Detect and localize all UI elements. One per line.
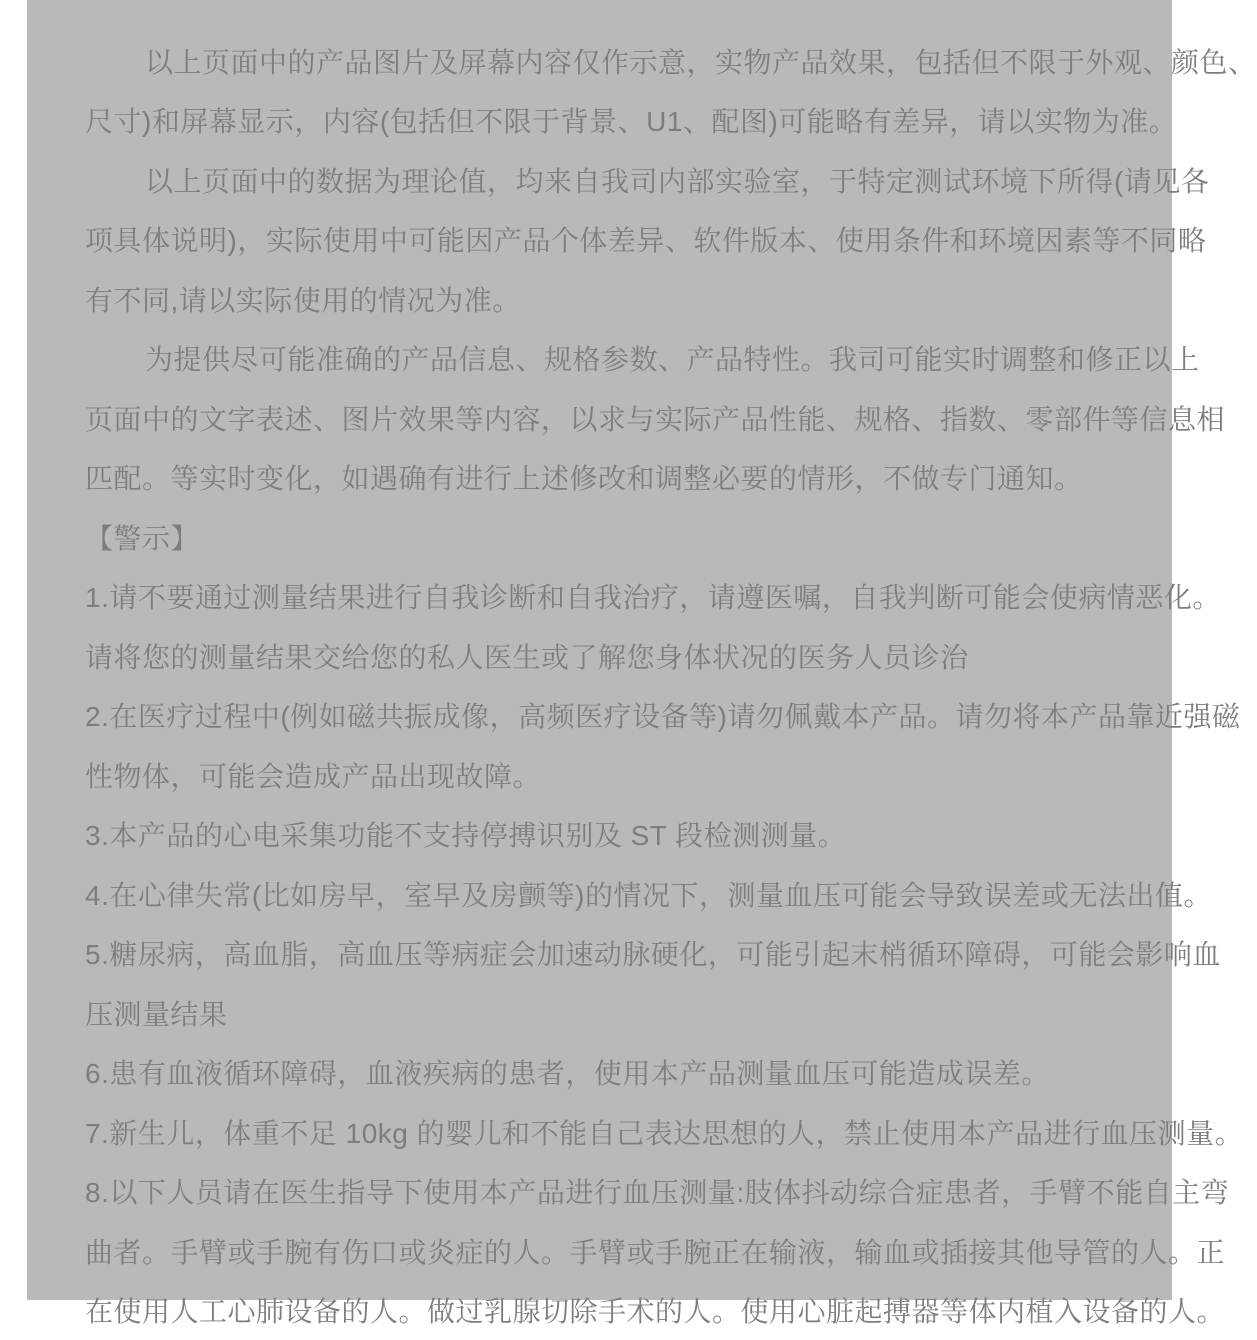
warning-item-3: 3.本产品的心电采集功能不支持停搏识别及 ST 段检测测量。 — [85, 805, 1166, 865]
text-line: 匹配。等实时变化，如遇确有进行上述修改和调整必要的情形，不做专门通知。 — [85, 448, 1166, 508]
warning-item-5: 5.糖尿病，高血脂，高血压等病症会加速动脉硬化，可能引起末梢循环障碍，可能会影响血 — [85, 924, 1166, 984]
warning-item-5-cont: 压测量结果 — [85, 983, 1166, 1043]
warning-item-1-cont: 请将您的测量结果交给您的私人医生或了解您身体状况的医务人员诊治 — [85, 626, 1166, 686]
disclaimer-panel — [27, 0, 1172, 1300]
text-line: 有不同,请以实际使用的情况为准。 — [85, 269, 1166, 329]
warning-item-6: 6.患有血液循环障碍，血液疾病的患者，使用本产品测量血压可能造成误差。 — [85, 1043, 1166, 1103]
text-line: 以上页面中的数据为理论值，均来自我司内部实验室，于特定测试环境下所得(请见各 — [85, 150, 1166, 210]
text-line: 为提供尽可能准确的产品信息、规格参数、产品特性。我司可能实时调整和修正以上 — [85, 329, 1166, 389]
warning-item-8: 8.以下人员请在医生指导下使用本产品进行血压测量:肢体抖动综合症患者，手臂不能自主弯 — [85, 1162, 1166, 1222]
warning-item-2-cont: 性物体，可能会造成产品出现故障。 — [85, 745, 1166, 805]
warning-item-7: 7.新生儿，体重不足 10kg 的婴儿和不能自己表达思想的人，禁止使用本产品进行血压测量。 — [85, 1102, 1166, 1162]
text-line: 页面中的文字表述、图片效果等内容，以求与实际产品性能、规格、指数、零部件等信息相 — [85, 388, 1166, 448]
warning-heading: 【警示】 — [85, 507, 1166, 567]
text-line: 以上页面中的产品图片及屏幕内容仅作示意，实物产品效果，包括但不限于外观、颜色、 — [85, 31, 1166, 91]
warning-item-1: 1.请不要通过测量结果进行自我诊断和自我治疗，请遵医嘱，自我判断可能会使病情恶化。 — [85, 567, 1166, 627]
disclaimer-text-block — [27, 0, 1172, 1340]
text-line: 尺寸)和屏幕显示，内容(包括但不限于背景、U1、配图)可能略有差异，请以实物为准。 — [85, 91, 1166, 151]
text-line: 项具体说明)，实际使用中可能因产品个体差异、软件版本、使用条件和环境因素等不同略 — [85, 210, 1166, 270]
warning-item-2: 2.在医疗过程中(例如磁共振成像，高频医疗设备等)请勿佩戴本产品。请勿将本产品靠近强磁 — [85, 686, 1166, 746]
warning-item-8-cont: 曲者。手臂或手腕有伤口或炎症的人。手臂或手腕正在输液，输血或插接其他导管的人。正 — [85, 1221, 1166, 1281]
clipped-text-line: 在使用人工心肺设备的人。做过乳腺切除手术的人。使用心脏起搏器等体内植入设备的人。 — [85, 1281, 1166, 1340]
warning-item-4: 4.在心律失常(比如房早，室早及房颤等)的情况下，测量血压可能会导致误差或无法出值。 — [85, 864, 1166, 924]
